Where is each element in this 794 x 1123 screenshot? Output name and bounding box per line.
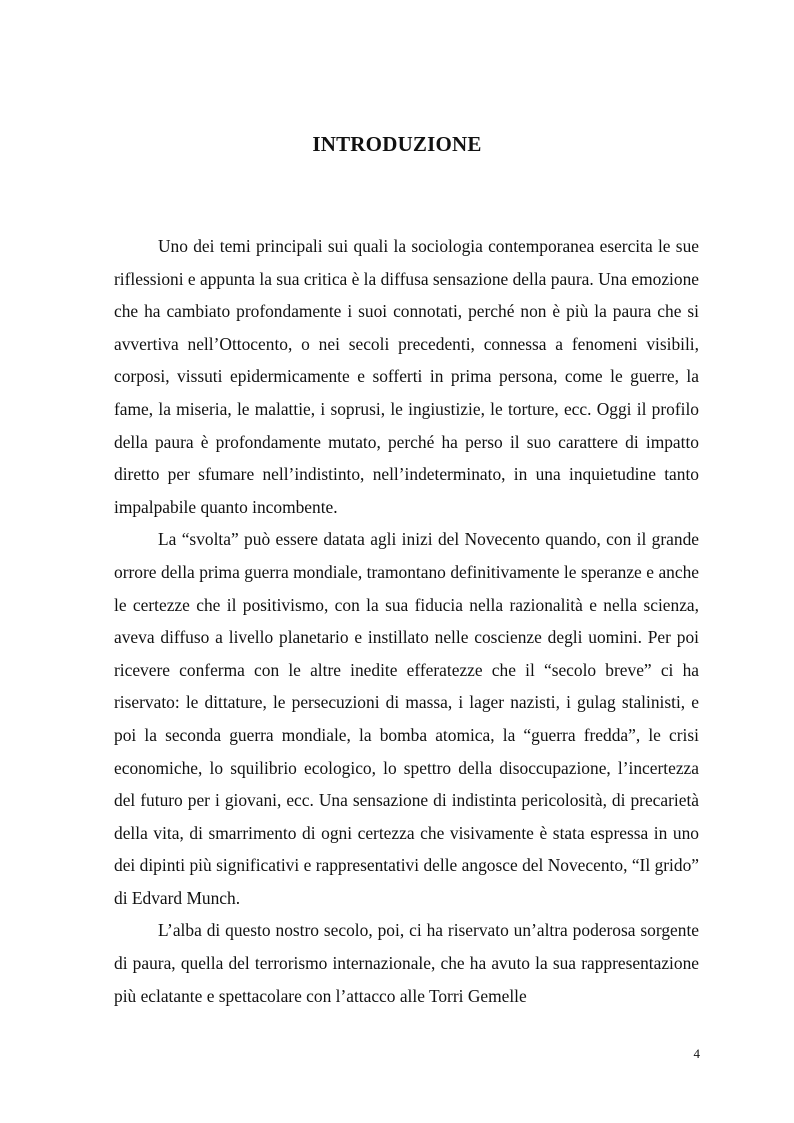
page-number: 4 [693, 1046, 700, 1061]
page-title: INTRODUZIONE [312, 132, 482, 156]
paragraph-3: L’alba di questo nostro secolo, poi, ci ha riservato un’altra poderosa sorgente di paura, quella del terrorismo internazionale, che ha avuto la sua rappresentazione più eclatante e spettacolare con l’attacco alle Torri Gemelle [114, 920, 699, 1006]
paragraph-1: Uno dei temi principali sui quali la sociologia contemporanea esercita le sue riflessioni e appunta la sua critica è la diffusa sensazione della paura. Una emozione che ha cambiato profondamente i suoi connotati, perché non è più la paura che si avvertiva nell’Ottocento, o nei secoli precedenti, connessa a fenomeni visibili, corposi, vissuti epidermicamente e sofferti in prima persona, come le guerre, la fame, la miseria, le malattie, i soprusi, le ingiustizie, le torture, ecc. Oggi il profilo della paura è profondamente mutato, perché ha perso il suo carattere di impatto diretto per sfumare nell’indistinto, nell’indeterminato, in una inquietudine tanto impalpabile quanto incombente. [114, 236, 699, 517]
body-text [114, 230, 699, 1012]
paragraph-2: La “svolta” può essere datata agli inizi del Novecento quando, con il grande orrore della prima guerra mondiale, tramontano definitivamente le speranze e anche le certezze che il positivismo, con la sua fiducia nella razionalità e nella scienza, aveva diffuso a livello planetario e instillato nelle coscienze degli uomini. Per poi ricevere conferma con le altre inedite efferatezze che il “secolo breve” ci ha riservato: le dittature, le persecuzioni di massa, i lager nazisti, i gulag stalinisti, e poi la seconda guerra mondiale, la bomba atomica, la “guerra fredda”, le crisi economiche, lo squilibrio ecologico, lo spettro della disoccupazione, l’incertezza del futuro per i giovani, ecc. Una sensazione di indistinta pericolosità, di precarietà della vita, di smarrimento di ogni certezza che visivamente è stata espressa in uno dei dipinti più significativi e rappresentativi delle angosce del Novecento, “Il grido” di Edvard Munch. [114, 529, 699, 908]
